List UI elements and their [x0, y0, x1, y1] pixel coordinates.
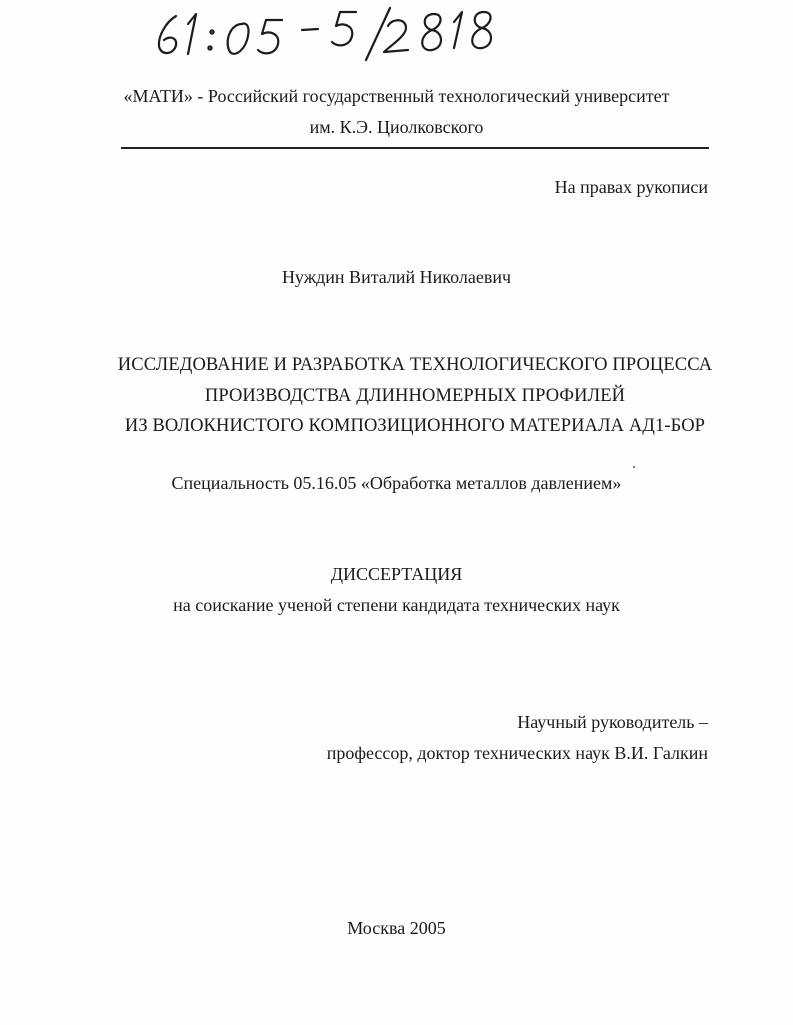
scan-speck: [633, 466, 635, 468]
work-type: ДИССЕРТАЦИЯ: [330, 564, 463, 584]
thesis-title-line-3: ИЗ ВОЛОКНИСТОГО КОМПОЗИЦИОННОГО МАТЕРИАЛА АД1-БОР: [124, 416, 706, 436]
specialty: Специальность 05.16.05 «Обработка металлов давлением»: [171, 473, 622, 493]
manuscript-note: На правах рукописи: [554, 177, 708, 197]
degree-statement: на соискание ученой степени кандидата технических наук: [173, 595, 620, 615]
author-name: Нуждин Виталий Николаевич: [281, 267, 512, 287]
thesis-title-line-1: ИССЛЕДОВАНИЕ И РАЗРАБОТКА ТЕХНОЛОГИЧЕСКОГО ПРОЦЕССА: [117, 355, 713, 375]
institution-named-after: им. К.Э. Циолковского: [309, 117, 484, 137]
supervisor-name: профессор, доктор технических наук В.И. Галкин: [326, 743, 708, 763]
thesis-title-line-2: ПРОИЗВОДСТВА ДЛИННОМЕРНЫХ ПРОФИЛЕЙ: [204, 386, 626, 406]
header-divider: [121, 147, 709, 149]
handwritten-archive-number: [150, 2, 510, 64]
city-year: Москва 2005: [347, 918, 446, 938]
institution-name: «МАТИ» - Российский государственный технологический университет: [123, 86, 670, 106]
supervisor-label: Научный руководитель –: [517, 712, 708, 732]
